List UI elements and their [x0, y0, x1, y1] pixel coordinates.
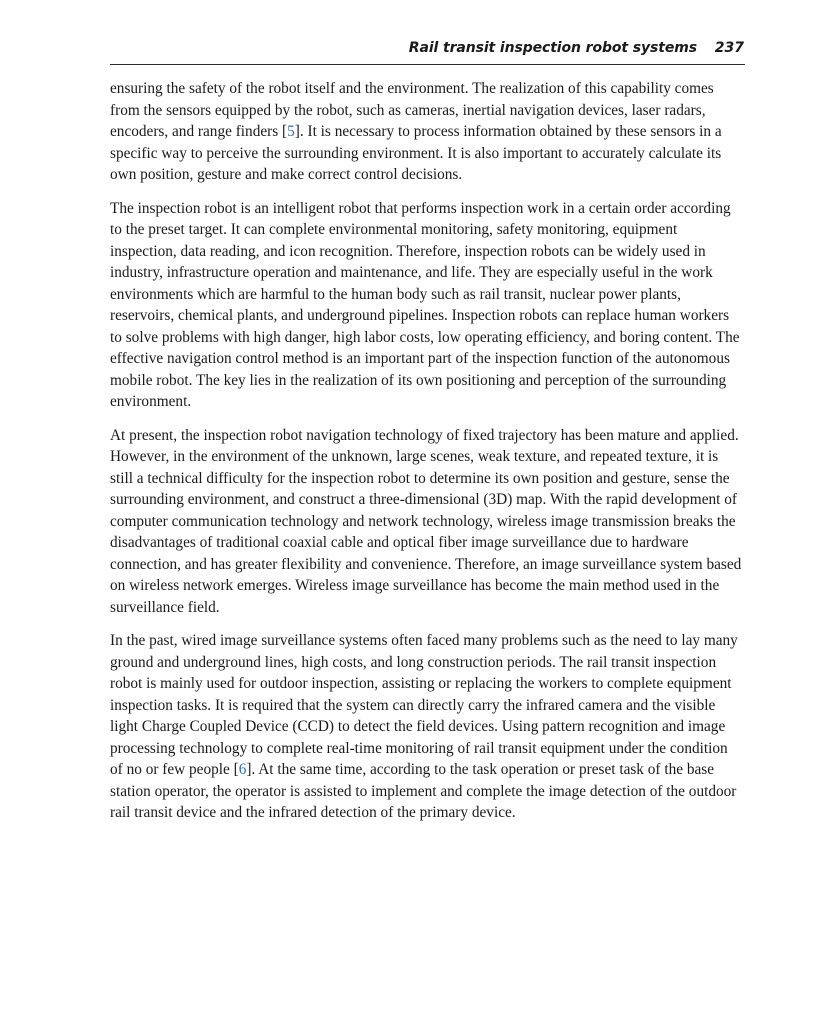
paragraph-4-text-a: In the past, wired image surveillance systems often faced many problems such as the need to lay many ground and underground lines, high costs, and long construction periods. The rail transit inspection robot is mainly used for outdoor inspection, assisting or replacing the workers to complete equipment inspection tasks. It is required that the system can directly carry the infrared camera and the visible light Charge Coupled Device (CCD) to detect the field devices. Using pattern recognition and image processing technology to complete real-time monitoring of rail transit equipment under the condition of no or few people [	[110, 632, 738, 778]
paragraph-4	[110, 630, 742, 824]
page-number: 237	[714, 40, 744, 56]
citation-link-6[interactable]: 6	[238, 761, 247, 778]
paragraph-1-text-b: ]. It is necessary to process information obtained by these sensors in a specific way to perceive the surrounding environment. It is also important to accurately calculate its own position, gesture and make correct control decisions.	[110, 123, 722, 183]
paragraph-1	[110, 78, 742, 186]
paragraph-1-text-a: ensuring the safety of the robot itself and the environment. The realization of this capability comes from the sensors equipped by the robot, such as cameras, inertial navigation devices, laser radars, encoders, and range finders [	[110, 80, 714, 140]
citation-link-5[interactable]: 5	[287, 123, 295, 140]
paragraph-3: At present, the inspection robot navigation technology of fixed trajectory has been mature and applied. However, in the environment of the unknown, large scenes, weak texture, and repeated texture, it is still a technical difficulty for the inspection robot to determine its own position and gesture, sense the surrounding environment, and construct a three-dimensional (3D) map. With the rapid development of computer communication technology and network technology, wireless image transmission breaks the disadvantages of traditional coaxial cable and optical fiber image surveillance due to hardware connection, and has greater flexibility and convenience. Therefore, an image surveillance system based on wireless network emerges. Wireless image surveillance has become the main method used in the surveillance field.	[110, 426, 742, 616]
paragraph-2: The inspection robot is an intelligent robot that performs inspection work in a certain order according to the preset target. It can complete environmental monitoring, safety monitoring, equipment inspection, data reading, and icon recognition. Therefore, inspection robots can be widely used in industry, infrastructure operation and maintenance, and life. They are especially useful in the work environments which are harmful to the human body such as rail transit, nuclear power plants, reservoirs, chemical plants, and underground pipelines. Inspection robots can replace human workers to solve problems with high danger, high labor costs, low operating efficiency, and boring content. The effective navigation control method is an important part of the inspection function of the autonomous mobile robot. The key lies in the realization of its own positioning and perception of the surrounding environment.	[110, 199, 740, 410]
body-text	[110, 78, 742, 836]
paragraph-4-text-b: ]. At the same time, according to the task operation or preset task of the base station operator, the operator is assisted to implement and complete the image detection of the outdoor rail transit device and the infrared detection of the primary device.	[110, 761, 737, 821]
running-header	[110, 38, 745, 65]
running-title: Rail transit inspection robot systems	[408, 40, 697, 56]
